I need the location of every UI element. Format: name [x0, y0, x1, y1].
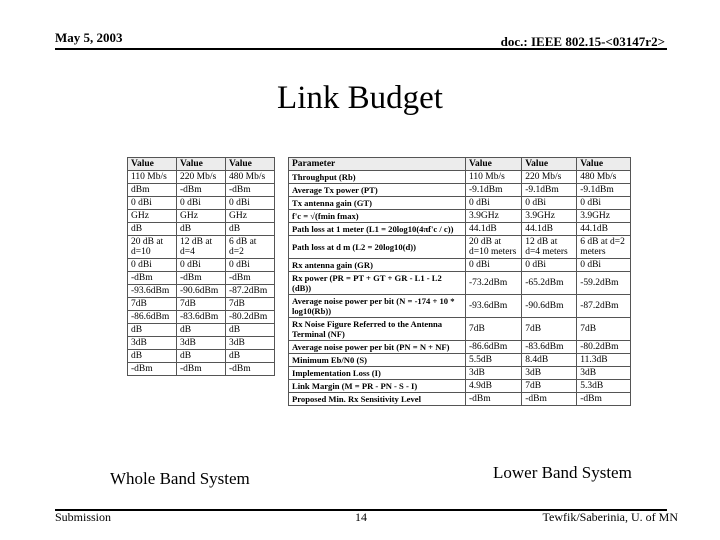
- lower-band-cell: 7dB: [522, 318, 577, 341]
- whole-band-cell: dB: [226, 324, 275, 337]
- lower-band-cell: 44.1dB: [577, 223, 631, 236]
- lower-band-cell: 0 dBi: [577, 197, 631, 210]
- lower-band-cell: 0 dBi: [522, 197, 577, 210]
- lower-band-row: [289, 210, 631, 223]
- whole-band-row: [128, 184, 275, 197]
- whole-band-cell: dB: [226, 223, 275, 236]
- whole-band-row: [128, 298, 275, 311]
- whole-band-row: [128, 324, 275, 337]
- whole-band-header-cell: Value: [226, 158, 275, 171]
- whole-band-row: [128, 363, 275, 376]
- whole-band-cell: 7dB: [128, 298, 177, 311]
- whole-band-cell: dB: [128, 324, 177, 337]
- lower-band-cell: -83.6dBm: [522, 341, 577, 354]
- lower-band-cell: Average Tx power (PT): [289, 184, 466, 197]
- lower-band-cell: -86.6dBm: [466, 341, 522, 354]
- lower-band-cell: Rx antenna gain (GR): [289, 259, 466, 272]
- whole-band-cell: -80.2dBm: [226, 311, 275, 324]
- header-doc-id: doc.: IEEE 802.15-<03147r2>: [500, 34, 665, 49]
- lower-band-cell: Throughput (Rb): [289, 171, 466, 184]
- lower-band-cell: Path loss at d m (L2 = 20log10(d)): [289, 236, 466, 259]
- whole-band-cell: -87.2dBm: [226, 285, 275, 298]
- whole-band-cell: 20 dB at d=10: [128, 236, 177, 259]
- lower-band-body: [289, 171, 631, 406]
- lower-band-row: [289, 272, 631, 295]
- whole-band-row: [128, 272, 275, 285]
- whole-band-table: [127, 157, 275, 376]
- lower-band-cell: 11.3dB: [577, 354, 631, 367]
- lower-band-cell: f'c = √(fmin fmax): [289, 210, 466, 223]
- lower-band-cell: 0 dBi: [522, 259, 577, 272]
- whole-band-cell: 0 dBi: [177, 259, 226, 272]
- lower-band-cell: -9.1dBm: [577, 184, 631, 197]
- lower-band-cell: 0 dBi: [466, 259, 522, 272]
- lower-band-cell: -65.2dBm: [522, 272, 577, 295]
- caption-lower-band: Lower Band System: [493, 463, 632, 482]
- whole-band-cell: dB: [177, 223, 226, 236]
- whole-band-row: [128, 311, 275, 324]
- lower-band-cell: 110 Mb/s: [466, 171, 522, 184]
- lower-band-cell: 44.1dB: [466, 223, 522, 236]
- lower-band-cell: Tx antenna gain (GT): [289, 197, 466, 210]
- lower-band-row: [289, 341, 631, 354]
- lower-band-header-cell: Value: [577, 158, 631, 171]
- lower-band-cell: Average noise power per bit (PN = N + NF): [289, 341, 466, 354]
- lower-band-cell: 7dB: [466, 318, 522, 341]
- lower-band-cell: 3dB: [577, 367, 631, 380]
- lower-band-cell: 0 dBi: [577, 259, 631, 272]
- lower-band-cell: -90.6dBm: [522, 295, 577, 318]
- whole-band-cell: 0 dBi: [128, 259, 177, 272]
- lower-band-cell: 480 Mb/s: [577, 171, 631, 184]
- whole-band-cell: 7dB: [177, 298, 226, 311]
- lower-band-cell: 220 Mb/s: [522, 171, 577, 184]
- whole-band-cell: -dBm: [226, 363, 275, 376]
- whole-band-cell: 0 dBi: [128, 197, 177, 210]
- lower-band-cell: 44.1dB: [522, 223, 577, 236]
- lower-band-row: [289, 171, 631, 184]
- whole-band-cell: 6 dB at d=2: [226, 236, 275, 259]
- whole-band-body: [128, 171, 275, 376]
- whole-band-row: [128, 223, 275, 236]
- whole-band-cell: GHz: [128, 210, 177, 223]
- lower-band-row: [289, 223, 631, 236]
- header-date: May 5, 2003: [55, 30, 123, 45]
- whole-band-cell: dB: [177, 324, 226, 337]
- lower-band-cell: 7dB: [577, 318, 631, 341]
- lower-band-row: [289, 184, 631, 197]
- whole-band-cell: 110 Mb/s: [128, 171, 177, 184]
- lower-band-cell: -9.1dBm: [522, 184, 577, 197]
- whole-band-header-cell: Value: [128, 158, 177, 171]
- whole-band-cell: 0 dBi: [226, 259, 275, 272]
- whole-band-row: [128, 350, 275, 363]
- lower-band-cell: 6 dB at d=2 meters: [577, 236, 631, 259]
- whole-band-cell: -86.6dBm: [128, 311, 177, 324]
- whole-band-cell: 3dB: [226, 337, 275, 350]
- lower-band-cell: 5.5dB: [466, 354, 522, 367]
- lower-band-cell: -93.6dBm: [466, 295, 522, 318]
- lower-band-header-cell: Value: [522, 158, 577, 171]
- lower-band-row: [289, 354, 631, 367]
- whole-band-row: [128, 210, 275, 223]
- whole-band-cell: -93.6dBm: [128, 285, 177, 298]
- lower-band-cell: -dBm: [466, 393, 522, 406]
- whole-band-cell: 480 Mb/s: [226, 171, 275, 184]
- whole-band-cell: -dBm: [177, 184, 226, 197]
- slide-title: Link Budget: [277, 80, 443, 116]
- whole-band-cell: -90.6dBm: [177, 285, 226, 298]
- whole-band-header-cell: Value: [177, 158, 226, 171]
- whole-band-cell: GHz: [226, 210, 275, 223]
- lower-band-cell: Average noise power per bit (N = -174 + 10 * log10(Rb)): [289, 295, 466, 318]
- footer-submission: Submission: [55, 510, 112, 524]
- lower-band-row: [289, 295, 631, 318]
- lower-band-row: [289, 318, 631, 341]
- lower-band-cell: Rx Noise Figure Referred to the Antenna Terminal (NF): [289, 318, 466, 341]
- lower-band-header-row: [289, 158, 631, 171]
- lower-band-cell: 0 dBi: [466, 197, 522, 210]
- whole-band-cell: 7dB: [226, 298, 275, 311]
- whole-band-cell: 220 Mb/s: [177, 171, 226, 184]
- lower-band-header-cell: Value: [466, 158, 522, 171]
- lower-band-cell: -87.2dBm: [577, 295, 631, 318]
- lower-band-cell: Link Margin (M = PR - PN - S - I): [289, 380, 466, 393]
- lower-band-cell: Minimum Eb/N0 (S): [289, 354, 466, 367]
- whole-band-cell: dB: [177, 350, 226, 363]
- whole-band-cell: dBm: [128, 184, 177, 197]
- lower-band-cell: 7dB: [522, 380, 577, 393]
- lower-band-cell: -dBm: [522, 393, 577, 406]
- lower-band-cell: 5.3dB: [577, 380, 631, 393]
- lower-band-cell: Proposed Min. Rx Sensitivity Level: [289, 393, 466, 406]
- whole-band-header-row: [128, 158, 275, 171]
- whole-band-cell: dB: [128, 223, 177, 236]
- whole-band-cell: -dBm: [128, 363, 177, 376]
- lower-band-cell: -59.2dBm: [577, 272, 631, 295]
- header-rule: [55, 48, 667, 50]
- lower-band-cell: 3.9GHz: [466, 210, 522, 223]
- lower-band-row: [289, 380, 631, 393]
- lower-band-row: [289, 393, 631, 406]
- whole-band-cell: GHz: [177, 210, 226, 223]
- whole-band-cell: 3dB: [177, 337, 226, 350]
- lower-band-row: [289, 259, 631, 272]
- lower-band-cell: 8.4dB: [522, 354, 577, 367]
- whole-band-cell: dB: [128, 350, 177, 363]
- lower-band-cell: 12 dB at d=4 meters: [522, 236, 577, 259]
- whole-band-cell: -dBm: [128, 272, 177, 285]
- lower-band-cell: -80.2dBm: [577, 341, 631, 354]
- lower-band-cell: Path loss at 1 meter (L1 = 20log10(4πf'c / c)): [289, 223, 466, 236]
- whole-band-row: [128, 236, 275, 259]
- whole-band-row: [128, 285, 275, 298]
- whole-band-row: [128, 337, 275, 350]
- footer-authors: Tewfik/Saberinia, U. of MN: [542, 510, 678, 524]
- whole-band-cell: -dBm: [177, 272, 226, 285]
- lower-band-cell: 20 dB at d=10 meters: [466, 236, 522, 259]
- whole-band-row: [128, 259, 275, 272]
- whole-band-cell: -83.6dBm: [177, 311, 226, 324]
- whole-band-cell: dB: [226, 350, 275, 363]
- footer-page-number: 14: [355, 510, 367, 524]
- lower-band-row: [289, 367, 631, 380]
- lower-band-cell: Implementation Loss (I): [289, 367, 466, 380]
- whole-band-cell: -dBm: [226, 184, 275, 197]
- whole-band-cell: -dBm: [177, 363, 226, 376]
- whole-band-row: [128, 197, 275, 210]
- lower-band-cell: 3.9GHz: [522, 210, 577, 223]
- lower-band-cell: -73.2dBm: [466, 272, 522, 295]
- whole-band-cell: 3dB: [128, 337, 177, 350]
- lower-band-cell: 3.9GHz: [577, 210, 631, 223]
- whole-band-cell: 12 dB at d=4: [177, 236, 226, 259]
- caption-whole-band: Whole Band System: [110, 469, 250, 488]
- lower-band-row: [289, 197, 631, 210]
- lower-band-cell: 3dB: [522, 367, 577, 380]
- whole-band-row: [128, 171, 275, 184]
- lower-band-cell: -dBm: [577, 393, 631, 406]
- whole-band-cell: 0 dBi: [226, 197, 275, 210]
- lower-band-header-cell: Parameter: [289, 158, 466, 171]
- lower-band-row: [289, 236, 631, 259]
- lower-band-cell: Rx power (PR = PT + GT + GR - L1 - L2 (dB)): [289, 272, 466, 295]
- lower-band-cell: 3dB: [466, 367, 522, 380]
- lower-band-table: [288, 157, 631, 406]
- lower-band-cell: 4.9dB: [466, 380, 522, 393]
- lower-band-cell: -9.1dBm: [466, 184, 522, 197]
- whole-band-cell: -dBm: [226, 272, 275, 285]
- whole-band-cell: 0 dBi: [177, 197, 226, 210]
